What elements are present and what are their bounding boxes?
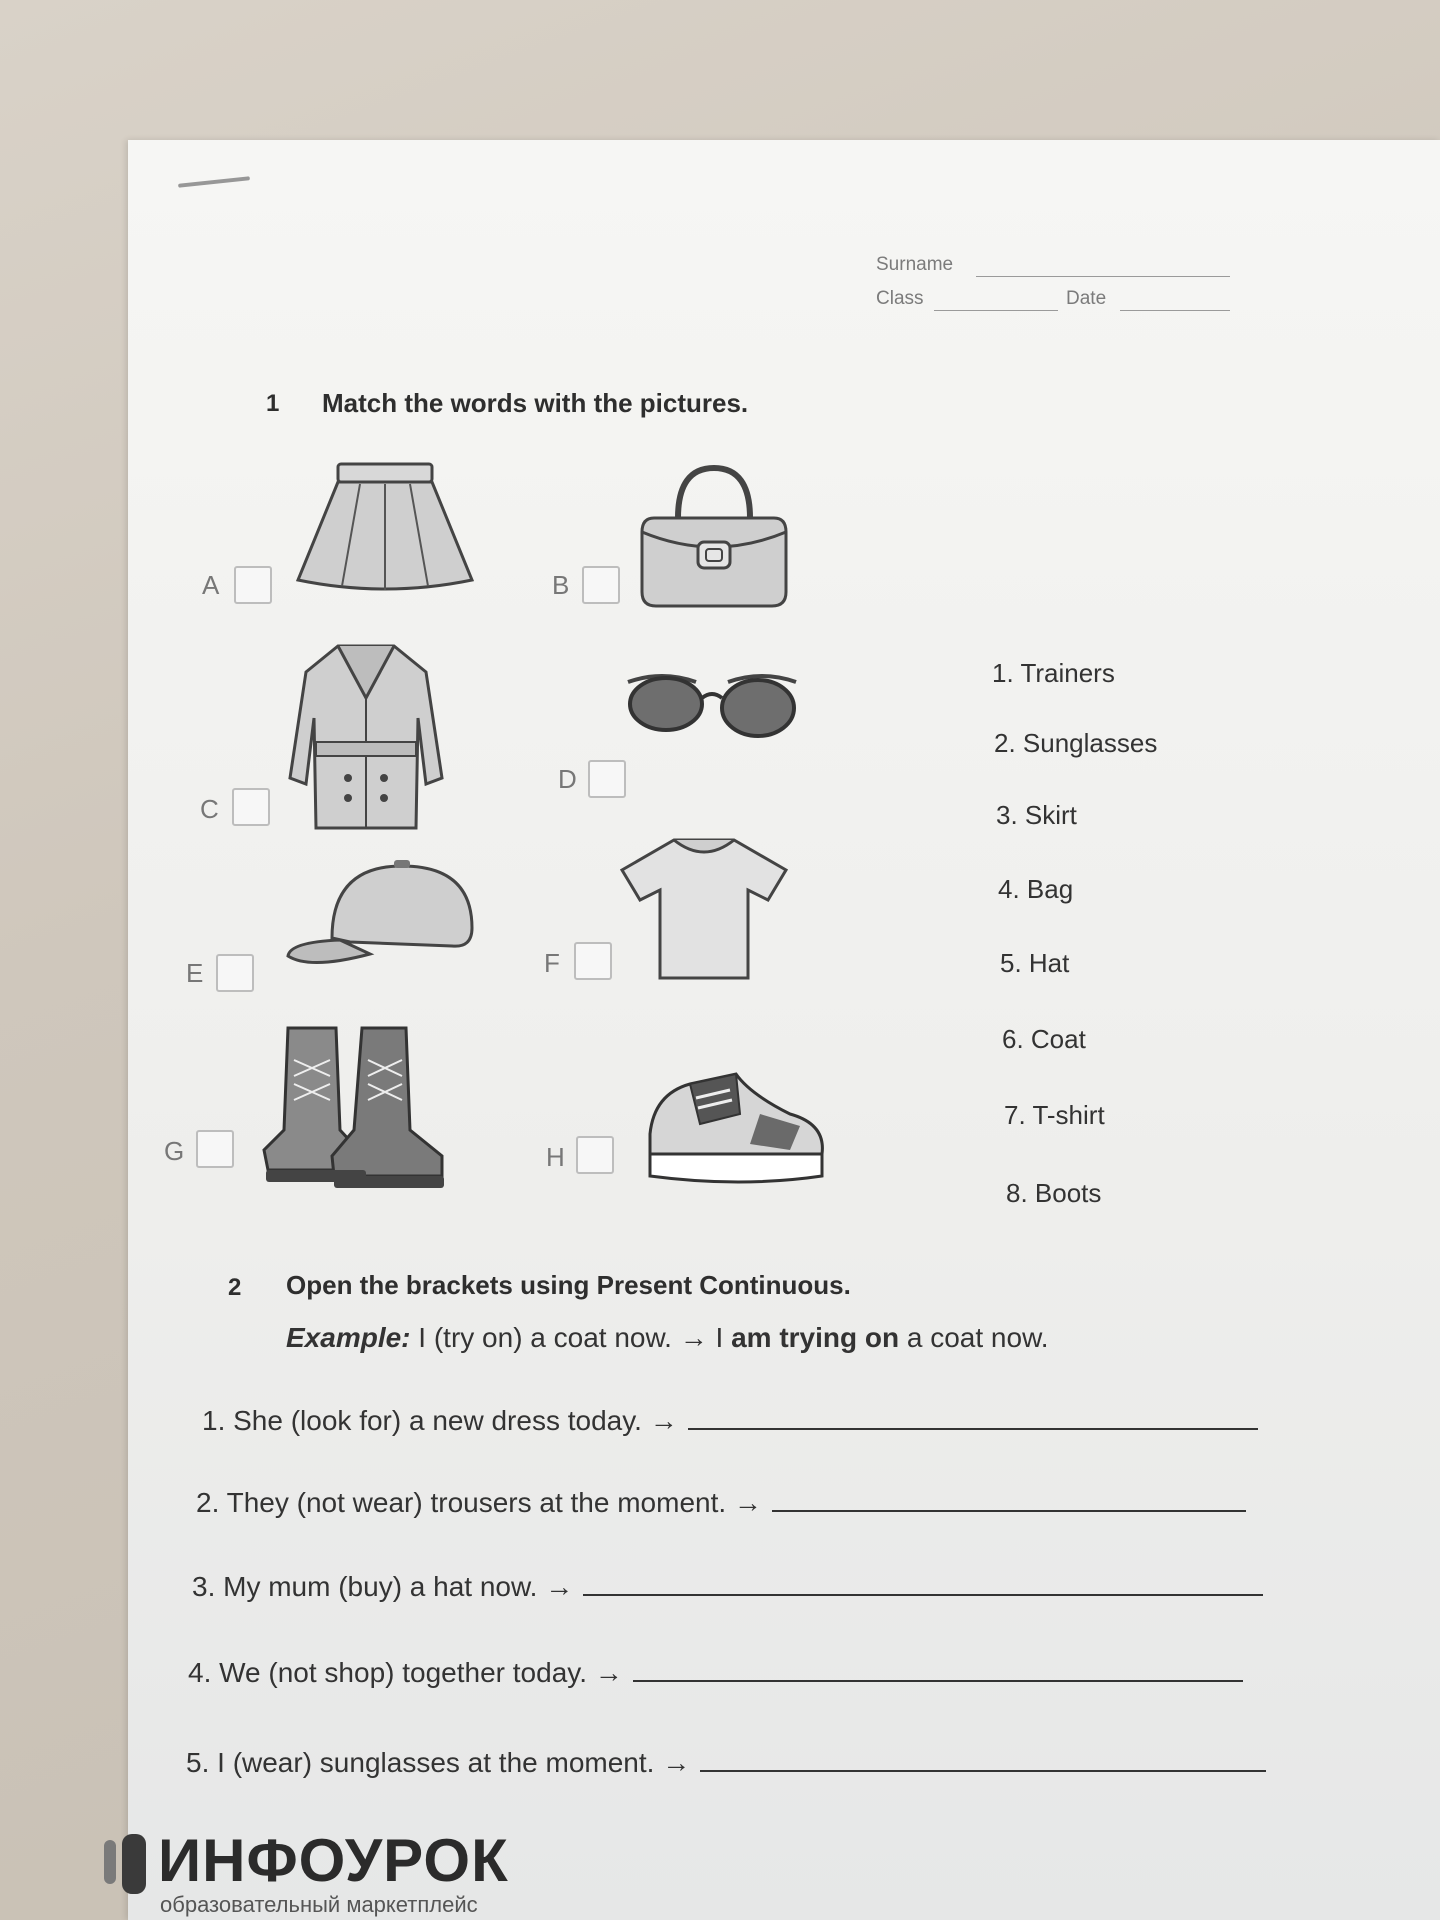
letter-c: C — [200, 794, 219, 824]
word-item-hat: 5. Hat — [1000, 948, 1070, 978]
answer-line-5[interactable] — [700, 1746, 1266, 1772]
sentence-2 — [196, 1486, 1246, 1519]
exercise-2-number: 2 — [228, 1274, 242, 1301]
answer-box-c[interactable] — [232, 788, 270, 826]
letter-g: G — [164, 1136, 185, 1166]
surname-label: Surname — [876, 254, 954, 275]
answer-box-f[interactable] — [574, 942, 612, 980]
sunglasses-icon — [622, 668, 802, 758]
letter-b: B — [552, 570, 570, 600]
answer-box-e[interactable] — [216, 954, 254, 992]
sentence-3 — [192, 1570, 1263, 1603]
example-prompt: I (try on) a coat now. → I — [410, 1322, 732, 1353]
example-answer: am trying on — [731, 1322, 900, 1353]
letter-h: H — [546, 1142, 565, 1172]
skirt-icon — [290, 458, 480, 598]
word-item-sunglasses: 2. Sunglasses — [994, 728, 1158, 758]
word-item-tshirt: 7. T-shirt — [1004, 1100, 1105, 1130]
word-item-skirt: 3. Skirt — [996, 800, 1077, 830]
class-label: Class — [876, 288, 924, 309]
boots-icon — [254, 1020, 454, 1190]
bag-icon — [634, 462, 794, 612]
answer-box-g[interactable] — [196, 1130, 234, 1168]
sentence-4 — [188, 1656, 1243, 1689]
cap-icon — [280, 858, 480, 978]
tshirt-icon — [614, 834, 794, 984]
sentence-5-text: 5. I (wear) sunglasses at the moment. → — [186, 1747, 691, 1778]
word-item-trainers: 1. Trainers — [992, 658, 1115, 688]
logo-tagline: образовательный маркетплейс — [160, 1892, 478, 1917]
date-line — [1120, 310, 1230, 311]
logo-brand: ИНФОУРОК — [158, 1827, 509, 1894]
word-item-boots: 8. Boots — [1006, 1178, 1102, 1208]
date-label: Date — [1066, 288, 1107, 309]
answer-line-3[interactable] — [583, 1570, 1263, 1596]
exercise-1-title: Match the words with the pictures. — [322, 388, 749, 418]
exercise-2-title: Open the brackets using Present Continuous. — [286, 1270, 851, 1300]
class-line — [934, 310, 1058, 311]
pencil-mark — [178, 176, 250, 188]
coat-icon — [276, 638, 456, 838]
trainers-icon — [640, 1054, 830, 1194]
answer-box-h[interactable] — [576, 1136, 614, 1174]
sentence-3-text: 3. My mum (buy) a hat now. → — [192, 1571, 574, 1602]
surname-line — [976, 276, 1230, 277]
word-item-coat: 6. Coat — [1002, 1024, 1086, 1054]
answer-box-b[interactable] — [582, 566, 620, 604]
sentence-1 — [202, 1404, 1258, 1437]
letter-f: F — [544, 948, 560, 978]
word-item-bag: 4. Bag — [998, 874, 1074, 904]
example-sentence — [286, 1322, 1049, 1354]
answer-box-d[interactable] — [588, 760, 626, 798]
answer-line-4[interactable] — [633, 1656, 1243, 1682]
example-label: Example: — [286, 1322, 411, 1353]
answer-box-a[interactable] — [234, 566, 272, 604]
letter-a: A — [202, 570, 220, 600]
infourok-logo-icon — [104, 1834, 150, 1894]
example-end: a coat now. — [899, 1322, 1049, 1353]
sentence-1-text: 1. She (look for) a new dress today. → — [202, 1405, 678, 1436]
exercise-1-number: 1 — [266, 390, 280, 417]
letter-d: D — [558, 764, 577, 794]
sentence-2-text: 2. They (not wear) trousers at the moment. → — [196, 1487, 762, 1518]
worksheet — [128, 140, 1440, 1920]
sentence-5 — [186, 1746, 1266, 1779]
answer-line-2[interactable] — [772, 1486, 1246, 1512]
answer-line-1[interactable] — [688, 1404, 1258, 1430]
sentence-4-text: 4. We (not shop) together today. → — [188, 1657, 623, 1688]
letter-e: E — [186, 958, 204, 988]
